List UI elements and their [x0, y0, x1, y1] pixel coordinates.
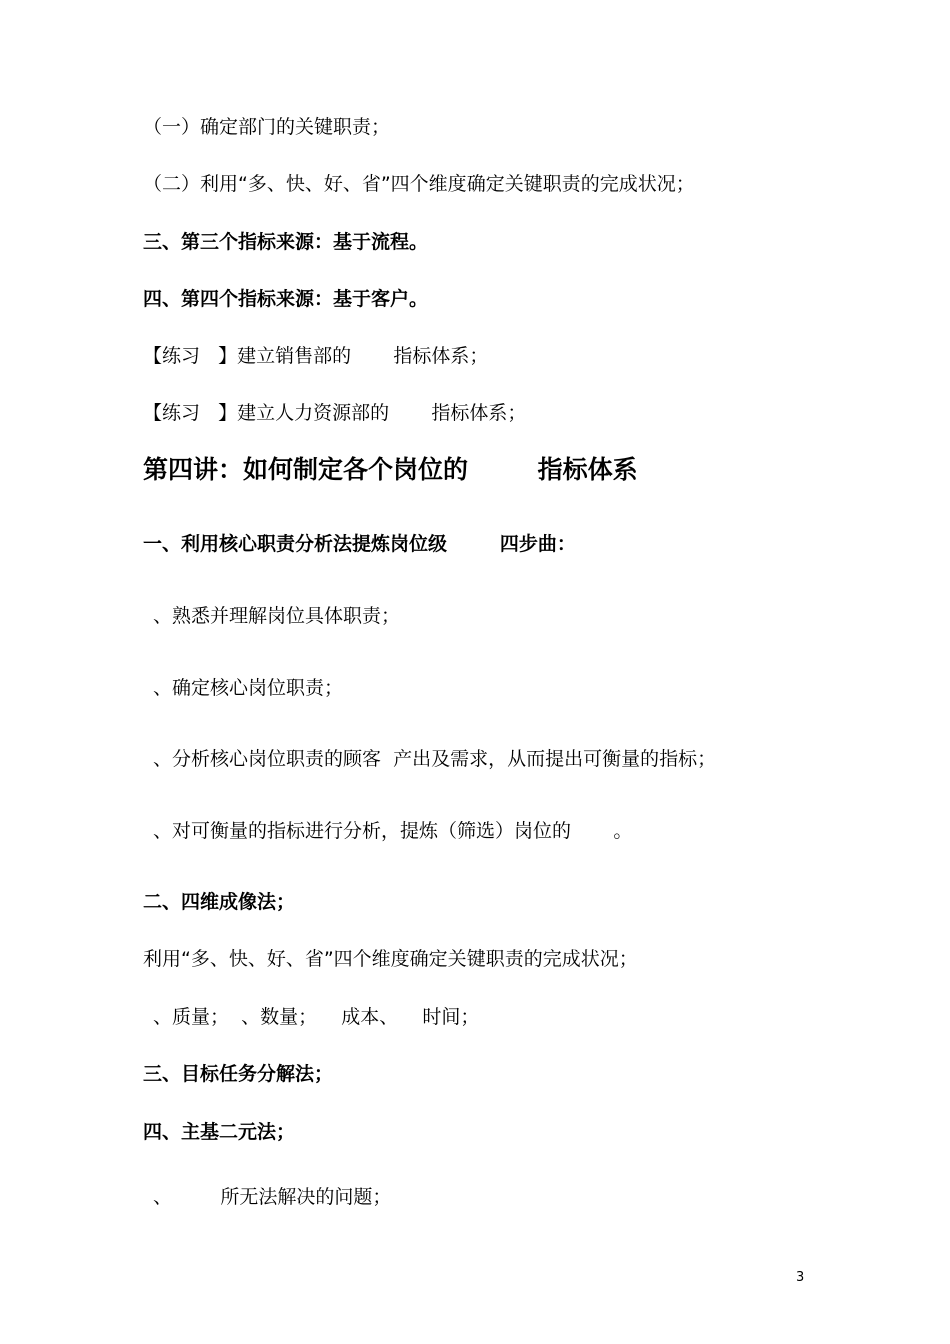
exercise-2: 【练习 】建立人力资源部的 指标体系； [143, 402, 527, 424]
step-4: 、对可衡量的指标进行分析，提炼（筛选）岗位的 。 [147, 820, 633, 842]
method-2-description: 利用“多、快、好、省”四个维度确定关键职责的完成状况； [143, 948, 638, 970]
method-4-heading: 四、主基二元法； [143, 1121, 296, 1143]
method-3-heading: 三、目标任务分解法； [143, 1063, 334, 1085]
chapter-title: 第四讲：如何制定各个岗位的 指标体系 [143, 455, 638, 484]
exercise-1: 【练习 】建立销售部的 指标体系； [143, 345, 489, 367]
dimension-list: 、质量； 、数量； 成本、 时间； [147, 1006, 480, 1028]
subsection-1: （一）确定部门的关键职责； [143, 116, 391, 138]
method-1-heading: 一、利用核心职责分析法提炼岗位级 四步曲： [143, 533, 576, 555]
method-2-heading: 二、四维成像法； [143, 891, 296, 913]
subsection-2: （二）利用“多、快、好、省”四个维度确定关键职责的完成状况； [143, 173, 695, 195]
step-2: 、确定核心岗位职责； [147, 677, 344, 699]
method-4-item-1: 、 所无法解决的问题； [147, 1186, 392, 1208]
step-3: 、分析核心岗位职责的顾客 产出及需求，从而提出可衡量的指标； [147, 748, 717, 770]
step-1: 、熟悉并理解岗位具体职责； [147, 605, 401, 627]
section-4-heading: 四、第四个指标来源：基于客户。 [143, 288, 429, 310]
page-number: 3 [796, 1270, 805, 1285]
section-3-heading: 三、第三个指标来源：基于流程。 [143, 231, 429, 253]
